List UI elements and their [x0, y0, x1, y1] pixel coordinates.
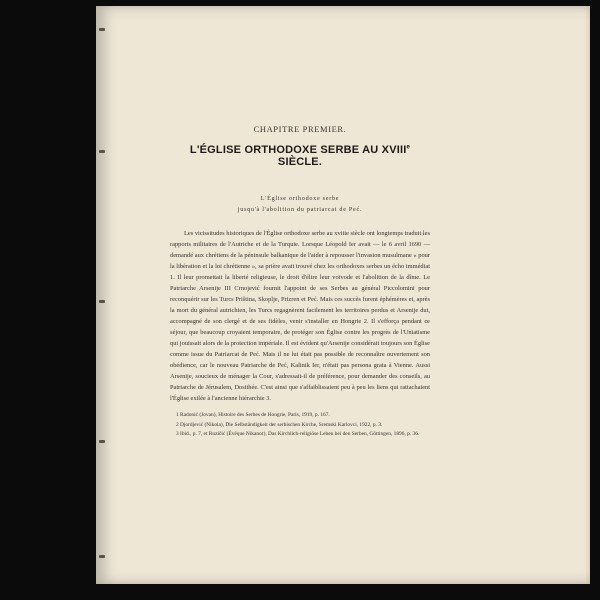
footnote-3: 3 Ibid., p. 7, et Ruzičić (Évêque Nikanor), Das Kirchlich-religiöse Leben bei den Serben, Göttingen, 1896, p. 36.	[176, 431, 420, 437]
binding-stitch	[99, 28, 105, 31]
binding-stitch	[99, 300, 105, 303]
body-text	[170, 228, 430, 404]
footnotes	[170, 411, 430, 440]
binding-stitch	[99, 150, 105, 153]
footnote-2: 2 Djordjević (Nikola), Die Selbständigkeit der serbischen Kirche, Sremski Karlovci, 1922, p. 3.	[176, 421, 383, 428]
page-content	[170, 118, 430, 440]
section-heading	[170, 193, 430, 215]
binding-stitch	[99, 440, 105, 443]
chapter-title	[170, 144, 430, 168]
chapter-title-main: L'ÉGLISE ORTHODOXE SERBE AU XVIII	[189, 144, 407, 156]
body-paragraph: Les vicissitudes historiques de l'Église orthodoxe serbe au xviiie siècle ont longtemps traduit les rapports militaires de l'Autriche et de la Turquie. Lorsque Léopold Ier avait — le 6 avril 1690 — demandé aux chrétiens de la péninsule balkanique de l'aider à repousser l'invasion musulmane « pour la libération et la loi chrétienne », sa prière avait trouvé chez les orthodoxes serbes un écho immédiat 1. Il leur promettait la liberté religieuse, le droit d'élire leur voïvode et l'abolition de la dîme. Le Patriarche Arsenije III Crnojević fournit l'appoint de ses Serbes au général Piccolomini pour reconquérir sur les Turcs Priština, Skoplje, Prizren et Peć. Mais ces succès furent éphémères et, après la mort du général autrichien, les Turcs regagnèrent facilement les territoires perdus et Arsenije dut, accompagné de son clergé et de ses fidèles, venir s'installer en Hongrie 2. Il s'efforça pendant ce séjour, que beaucoup croyaient temporaire, de protéger son Église contre les progrès de l'Uniatisme qui jouissait alors de la protection impériale. Il est évident qu'Arsenije considérait toujours son Église comme issue du Patriarcat de Peć. Mais il ne lui était pas possible de reconnaître ouvertement son obédience, car le nouveau Patriarche de Peć, Kalinik Ier, n'était pas persona grata à Vienne. Aussi Arsenije, soucieux de ménager la Cour, s'adressait-il de préférence, pour demander des conseils, au Patriarche de Jérusalem, Dosithée. C'est ainsi que s'affaiblissaient peu à peu les liens qui rattachaient l'Église exilée à l'ancienne hiérarchie 3.	[170, 230, 430, 402]
footnote-1: 1 Radonić (Jovan), Histoire des Serbes de Hongrie, Paris, 1919, p. 167.	[176, 412, 330, 418]
chapter-title-superscript: e	[406, 144, 411, 151]
chapter-title-end: SIÈCLE.	[277, 156, 323, 168]
section-heading-line2: jusqu'à l'abolition du patriarcat de Peć.	[237, 206, 363, 213]
section-heading-line1: L'Église orthodoxe serbe	[260, 195, 340, 202]
binding-stitch	[99, 555, 105, 558]
chapter-label: CHAPITRE PREMIER.	[253, 124, 347, 134]
